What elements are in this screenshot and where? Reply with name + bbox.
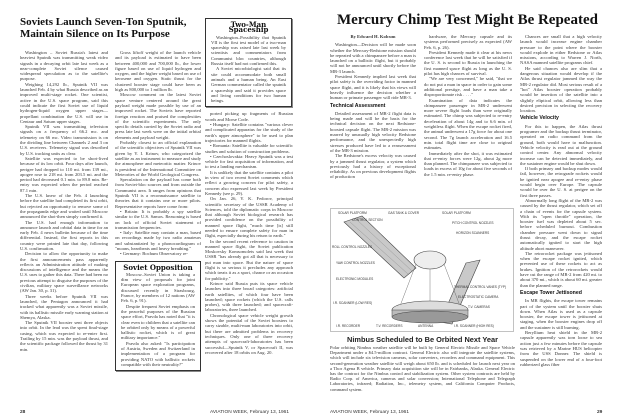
page-footer: AVIATION WEEK, February 13, 1961: [330, 410, 410, 415]
headline-sputnik: Soviets Launch Seven-Ton Sputnik, Maintain Silence on Its Purpose: [20, 16, 187, 40]
sidebar-soviet-opposition: [115, 261, 201, 372]
diagram-label: ELECTROSTATIC CAMERA: [458, 295, 499, 299]
article-column-2: [424, 34, 512, 204]
paragraph: Chances are small that a high velocity launch would increase engine chamber pressure to the point where the booster would explode in either Redstone or Atlas missions, according to Warren J. North, NASA manned satellite programs chief.: [520, 34, 602, 66]
paragraph: He said chances also are slim that a dangerous situation would develop if the Atlas thrust regulator jammed the way the MR-2 regulator did. Most serious result of a "hot" Atlas booster operation probably would be insertion of the satellite into a slightly eliptical orbit, allowing less than desired precision in selecting the recovery location.: [520, 65, 602, 114]
paragraph: Krinov said Russia puts its space vehicle launches into three broad categories: artificial earth satellites, of which four have been launched; space rockets (which the U.S. calls probes), with three launched; and spacecraft-laboratories, three launched.: [205, 280, 293, 313]
paragraph: The Sputnik VII booster sent three objects into orbit. In the lead was the spent final-stage casing, which was expected to re-enter first. Trailing by 15 min. was the payload thrust, and the scientific package followed the thrust by 31 min.: [20, 320, 108, 352]
paragraph: Abnormally long flight of the MR-2 was caused by the thrust regulator, which set off a chain of events for the capsule system. With its "open throttle" operation, the booster fuel was depleted about 5 sec. before scheduled burnout. Combustion chamber pressure went down to signal thrust decay, and the escape rocket automatically ignited to start the high altitude abort maneuver.: [520, 197, 602, 251]
nimbus-satellite-diagram: [330, 208, 514, 332]
paragraph: • Hungary: Satellite contains "various clever and complicated apparatus for the study of the earth's upper atmosphere" to be used to plan trajectories for manned flights.: [205, 122, 293, 143]
article-column-3: [205, 18, 293, 402]
paragraph: • Romania: Satellite is valuable for scientific studies and solution of construction problems.: [205, 143, 293, 154]
paragraph: For this to happen, the Atlas thrust programer and the backup thrust terminator, operated on radio command from the ground, both would have to malfunction. Vehicle velocity is read out at the ground control center. Any abnormal velocity increase can be detected immediately, and the sustainer engine would be shut down.: [520, 123, 602, 166]
control-section: [414, 251, 446, 269]
paragraph: "We are very concerned," he said, "that we do not put a man in space in order to gain some additional prestige, and have a man take a disproportionate risk . . . .": [424, 76, 512, 98]
paragraph: Probably closest to an official explanation of the scientific objectives of Sputnik VII was given by Y. I. Krinov, who categorized the satellite as an instrument to measure and study the atmosphere and meteoritic matter. Krinov is president of the International Committee on Meteorites of the World Geological Congress.: [115, 140, 201, 177]
paragraph: The retrorocket package was jettisoned when the escape rocket ignited, which prevented use of these rockets to act as brakes. Ignition of the retrorockets would have cut the range of MR-2 from 420 mi. to about 370 mi., which is about 60 mi. greater than the planned range.: [520, 250, 602, 288]
diagram-label: CONTROL SECTION: [352, 218, 383, 222]
paragraph: Gross liftoff weight of the launch vehicle and its payload is estimated to have been between 400,000 and 700,000 lb., the lower figure based on use of liquid hydrogen and oxygen, and the higher weight based on use of kerosene and oxygen. Static thrust for the clustered booster stage could have been as high as 800,000 to 1 million lb.: [115, 50, 201, 93]
paragraph: Examination of data indicates the chimpanzee passenger in MR-2 underwent more severe flight loads than were originally estimated. The chimp was subjected to re-entry deceleration of about 14g and to 6.6 min. of weightless flight. When the escape rocket fired, the animal underwent a 17g force for about one second. The 7g launch acceleration and 16.5 min. total flight time are close to original estimates.: [424, 97, 512, 151]
diagram-label: SOLAR PLATFORM: [338, 211, 367, 215]
paragraph: Washington – Soviet Russia's latest and heaviest Sputnik was transmitting weak video signals in a decaying orbit late last week as a near-complete Soviet silence caused widespread speculation as to the satellite's purpose.: [20, 50, 108, 82]
subheading-technical-assessment: Technical Assessment: [330, 102, 386, 109]
paragraph: • Britain: It is probably a spy satellite similar to the U.S. Samos. Reasoning is based on lack of official Soviet statement of transmission frequencies.: [115, 208, 201, 230]
paragraph: Speculation on the payload has come both from Soviet-bloc sources and from outside the Communist area. It ranges from opinions that Sputnik VII is a reconnaissance satellite to theories that it contains one or more pilots. Representative reports have come from:: [115, 177, 201, 209]
paragraph: The Redstone's excess velocity was caused by a jammed thrust regulator, a system which previously had a history of exceptional reliability. As on previous development flights of production: [330, 153, 416, 180]
paragraph: Despite frequent Soviet emphasis on the peaceful purposes of the Russian space effort, Pravda has noted that "it is clear even to children that a satellite can be orbited only by means of a powerful ballistic rocket, which is of great military importance.": [121, 303, 195, 341]
page-number: 29: [597, 410, 603, 415]
paragraph: hardware, the Mercury capsule and its systems performed precisely as expected (AW Feb. 6, p. 26).: [424, 34, 512, 50]
paragraph: Washington–Possibility that Sputnik VII is the first test model of a two-man spaceship was raised late last week by scientists and commentators from Communist bloc countries, although Russia itself had not confirmed this.: [211, 34, 286, 67]
diagram-label: ANTENNA: [418, 324, 434, 328]
paragraph: Sputnik VII was transmitting television signals on a frequency of 66.2 mc. and telemetry on 66 mc. Video transmission is on the dividing line between Channels 2 and 3 on U.S. receivers. Telemetry signal was described by U.S. tracking units as clear.: [20, 124, 108, 156]
paragraph: Immediately after the shot, it was estimated that re-entry forces were 12g, about 2g more than planned. The chimpanzee was subjected to loads in excess of 10g for about five seconds of the 1.5 min. re-entry phase.: [424, 150, 512, 177]
article-column-1: [20, 50, 108, 402]
paragraph: Beryllium heat shield in the MR-2 capsule apparently was torn loose to sea action just a few minutes before the capsule was retrieved by a Marine HUS helicopter from the USS Donner. The shield is suspended on the lower end of a four-foot rubberized glass fiber: [520, 330, 602, 367]
diagram-label: T.V. CAMERAS: [468, 305, 490, 309]
article-column-2: [115, 50, 201, 402]
diagram-label: YAW CONTROL NOZZLES: [336, 261, 375, 265]
subheading-vehicle-velocity: Vehicle Velocity: [520, 115, 559, 122]
article-column-3: [520, 34, 602, 402]
paragraph: • Italy: Satellite may contain a man, based on recordings made by two radio amateurs and substantiated by a phonocardiogram of "moans, heartbeats and heavy breathing.": [115, 230, 201, 251]
paragraph: • Czechoslovakia: Heavy Sputnik was a test vehicle for fast acquisition of information, and to test a landing mechanism.: [205, 153, 293, 170]
paragraph: If both primary and backup modes would fail, however, the retrograde rockets would be ignited near apogee and re-entry phase would begin over Europe. The capsule would be over the U. S. at perigee on the first three passes.: [520, 166, 602, 198]
diagram-label: HORIZON SCANNERS: [456, 231, 490, 235]
diagram-label: PITCH CONTROL NOZZLES: [452, 221, 494, 225]
paragraph: Weighing 14,292 lb., Sputnik VII was launched Feb. 4 by what Russia described as an improved multi-stage rocket. One scientist, active in the U.S. space program, said this could indicate the first Soviet use of liquid hydrogen-liquid oxygen upper stages—propellant combination the U.S. will use in Centaur and Saturn upper stages.: [20, 81, 108, 124]
paragraph: Moscow comment on the latest Soviet space venture centered around the great payload weight made possible by use of an improved rocket. The Soviets have reported foreign reaction and praised the complexities of the scientific experiments. The only specific details carried by the Soviet radio and press late last week were on the initial orbital elements and payload weight.: [115, 92, 201, 140]
page-number: 28: [20, 410, 26, 415]
diagram-label: ELECTRONIC MODULES: [336, 277, 374, 281]
diagram-label: I.R. RECORDER: [336, 324, 361, 328]
paragraph: Three weeks before Sputnik VII was launched, the Pentagon announced it had tracked what apparently was a Soviet missile, with its ballistic missile early warning station at Shemya, Alaska.: [20, 293, 108, 320]
paragraph: President Kennedy made it clear at his news conference last week that he will be satisfied if the U. S. is second to Russia in launching the first manned space flight as long as the U. S. pilot has high chances of survival.: [424, 49, 512, 77]
diagram-label: I.R. SCANNER (HIGH RES): [454, 324, 494, 328]
page-footer: AVIATION WEEK, February 13, 1961: [210, 410, 290, 415]
paragraph: The U.S. knew of the Feb. 4 launching before the satellite had completed its first orbit, but rejected an opportunity to remove some of the propaganda edge and waited until Moscow announced the shot-then simply confirmed it.: [20, 193, 108, 220]
sidebar-title: Soviet Opposition: [123, 262, 193, 272]
paragraph: • Germany: Bochum Observatory re-: [120, 251, 188, 257]
paragraph: In MR flights, the escape tower remains part of the system until the booster shuts down. When Atlas is used as a capsule booster, the escape tower is jettisoned at staging, when the booster engines drop off and the sustainer is still burning.: [520, 298, 602, 330]
paragraph: Pravda also asked: "Is participation of Austria, Sweden and Switzerland in implementation of a program for providing NATO with ballistic rockets compatible with their neutrality?": [121, 340, 195, 367]
paragraph: In the second recent reference to caution in manned space flight, the Soviet publication Moskovsky Komsomolets said last week that USSR "has already got all that is necessary to put man into space. But the nature of space flight is so serious it precludes any approach which treats it as a sport, chance or an occasion for publicity.": [205, 238, 293, 281]
paragraph: Detailed assessment of MR-2 flight data is being made and will be the basis for the technical decision on the next Redstone-boosted capsule flight. The MR-2 mission was marred by unusually high velocity Redstone performance, and the unexpectedly high stresses produced have led to a reassessment of the MR-3 mission.: [330, 110, 416, 153]
sidebar-body: [121, 272, 195, 367]
paragraph: On Jan. 26, Y. K. Fedorov, principal scientific secretary of the USSR Academy of Sciences, told the diplomatic corps in Moscow that although Soviet biological research has provided confidence on the possibility of manned space flight, "much time [is] still needed to ensure complete safety for man in flight, especially during his return to earth.": [205, 196, 293, 239]
paragraph: Decision to allow the opportunity to make the first announcements pass apparently reflects an Administration attitude of making discussions of intelligence and the means the U.S. uses to gather this data. There had been no previous attempt to disguise the purposes of the civilian, military space surveillance networks (AW Jan. 30, p. 31).: [20, 251, 108, 294]
sidebar-title: Two-Man Spaceship: [228, 20, 269, 35]
paragraph: Chronological space vehicle weight growth shows the potential of the Soviet boosters to carry sizable, multi-man laboratories into orbit, but there are admitted problems in recovery techniques. Only one of three recovery attempts of spacecraft-laboratories has been successful—Sputnik V, or Spacecraft II, was recovered after 18 orbits on Aug. 20.: [205, 312, 293, 355]
sidebar-body: [211, 35, 286, 104]
paragraph: Satellite was expected to be short-lived because of its low orbit. Four days after launch, perigee had dropped to 110 mi. from 139 mi., apogee rose to 218 mi. from 203.5 mi. and the period had decreased 0.1 min. to 89.8 min. Re-entry was expected when the period reached 87.1 min.: [20, 155, 108, 193]
nimbus-caption-title: Nimbus Scheduled to Be Orbited Next Year: [347, 335, 498, 344]
right-page: [310, 0, 620, 420]
diagram-label: SOLAR PLATFORM: [442, 211, 471, 215]
paragraph: Moscow–Soviet Union is taking a dim view of proposals for joint European space exploration programs, discussed recently in Strasbourg, France, by members of 12 nations (AW Feb. 6, p. 91).: [121, 271, 195, 304]
paragraph: The U.S. had enough information to announce launch and orbital data in time for an early Feb. 4 news bulletin because of the time differential. Instead, the first reports in this country were printed late that day, following U.S. confirmation.: [20, 219, 108, 251]
nimbus-caption-text: Polar orbiting Nimbus weather satellite will be built by General Electric Missile and Space Vehicle Department under a $4.5-million contract. General Electric also will integrate the satellite systems, which will include six television cameras, solar converters, recorders and command equipment. This second-generation weather satellite will weigh about 650 lb. and is scheduled for launch next year on a Thor Agena B vehicle. Primary data acquisition site will be in Fairbanks, Alaska. General Electric has the contract for the Nimbus control and stabilization system. Other system contracts are held by Radio Corp. of America, cameras and solar conversion; International Telephone and Telegraph Laboratories, infrared; Radiation, Inc., telemetry system, and California Computer Products, command system.: [330, 345, 515, 392]
diagram-label: T.V. RECORDERS: [376, 324, 403, 328]
paragraph: A Soviet microbiologist said that its site could accommodate both small animals and a human being. An East German commentator called the sputnik a spaceship and said it provides space and living conditions for two human beings.: [211, 66, 286, 104]
diagram-label: I.R. SCANNER (LOW RES): [333, 301, 373, 305]
headline-mercury: Mercury Chimp Test Might Be Repeated: [337, 12, 598, 28]
paragraph: President Kennedy implied last week that pilot safety is the overriding factor in manned space flight, and it is likely that his views will heavily influence the decision whether a human or primate passenger will ride MR-3.: [330, 74, 416, 101]
article-column-1: [330, 34, 416, 204]
paragraph: ported picking up fragments of Russian words and Morse Code.: [205, 111, 293, 122]
paragraph: It is unlikely that the satellite contains a pilot in view of two recent Soviet comments which reflect a growing concern for pilot safety, a concern also expressed last week by President Kennedy (see p. 29).: [205, 169, 293, 196]
column-text: [330, 111, 416, 180]
diagram-label: ROLL CONTROL NOZZLES: [332, 245, 373, 249]
diagram-label: THERMAL CONTROL VANES (TYP): [454, 285, 507, 289]
column-text: [330, 42, 416, 100]
subheading-escape-tower: Escape Tower Jettisoned: [520, 289, 582, 296]
diagram-label: GAS TANK & COVER: [388, 211, 420, 215]
paragraph: Washington—Decision will be made soon whether the Mercury-Redstone mission should be repeated with a chimpanzee before a man is launched on a ballistic flight, but it probably will not be announced until shortly before the MR-3 launch.: [330, 42, 416, 74]
byline: By Edward H. Kolcum: [350, 34, 396, 39]
sidebar-two-man-spaceship: [205, 18, 292, 107]
